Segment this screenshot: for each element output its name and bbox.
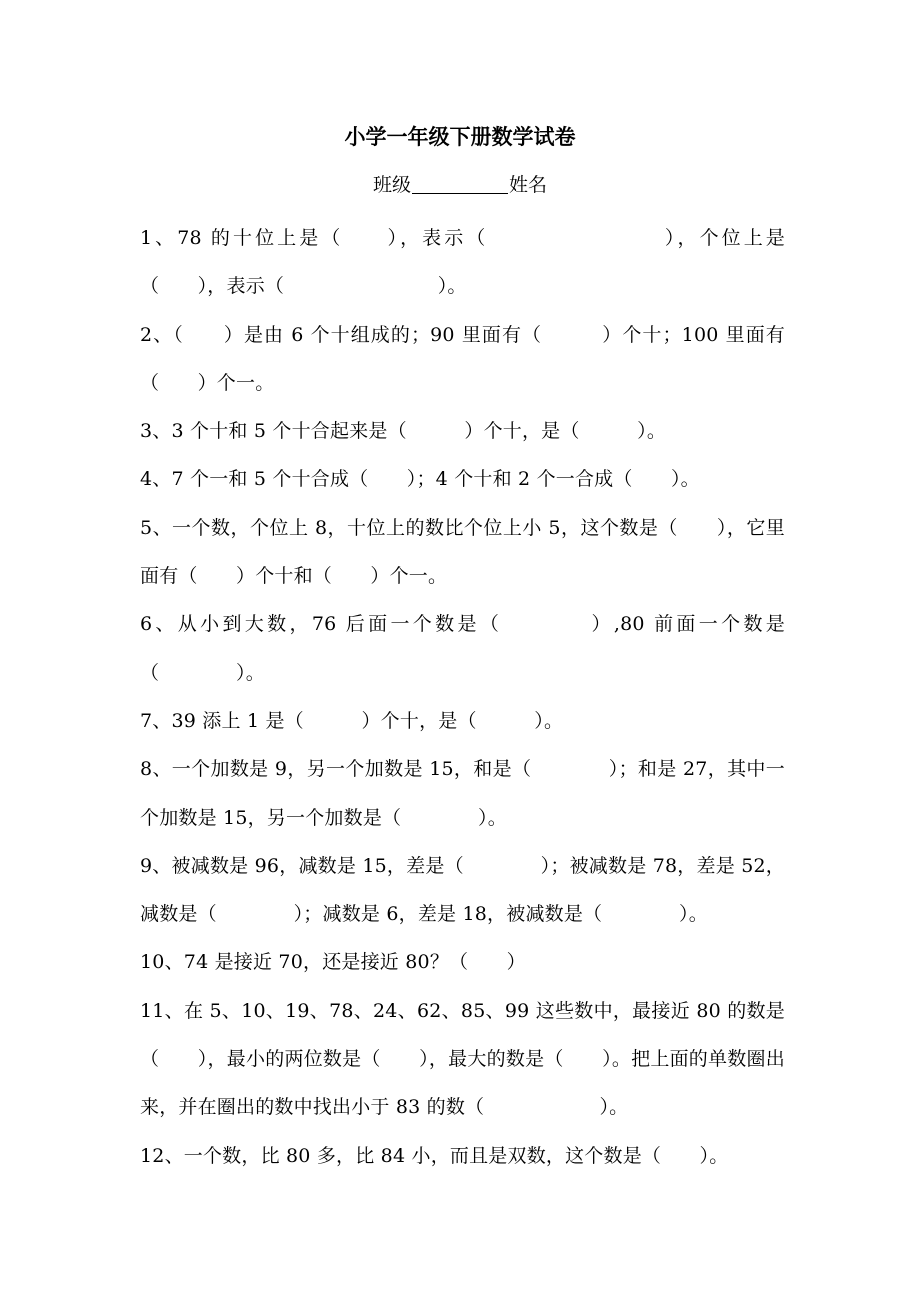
question-10: 10、74 是接近 70，还是接近 80？（ ） <box>140 951 526 974</box>
question-5: 5、一个数，个位上 8，十位上的数比个位上小 5，这个数是（ ），它里面有（ ）个十和（ ）个一。 <box>140 516 785 588</box>
question-11: 11、在 5、10、19、78、24、62、85、99 这些数中，最接近 80 的数是（ ），最小的两位数是（ ），最大的数是（ ）。把上面的单数圈出来，并在圈出的数中找出小于 83 的数（ ）。 <box>140 999 785 1119</box>
question-9: 9、被减数是 96，减数是 15，差是（ ）；被减数是 78，差是 52，减数是（ ）；减数是 6，差是 18，被减数是（ ）。 <box>140 854 785 926</box>
question-12: 12、一个数，比 80 多，比 84 小，而且是双数，这个数是（ ）。 <box>140 1144 729 1167</box>
question-2: 2、（ ）是由 6 个十组成的；90 里面有（ ）个十；100 里面有（ ）个一。 <box>140 323 785 394</box>
question-6: 6、从小到大数，76 后面一个数是（ ）,80 前面一个数是（ ）。 <box>140 613 785 684</box>
question-8: 8、一个加数是 9，另一个加数是 15，和是（ ）；和是 27，其中一个加数是 15，另一个加数是（ ）。 <box>140 758 785 829</box>
class-label: 班级 <box>372 174 411 196</box>
question-list <box>140 214 785 1180</box>
question-4: 4、7 个一和 5 个十合成（ ）；4 个十和 2 个一合成（ ）。 <box>140 468 700 491</box>
page-title: 小学一年级下册数学试卷 <box>344 125 576 149</box>
student-info-line <box>0 170 920 200</box>
question-7: 7、39 添上 1 是（ ）个十，是（ ）。 <box>140 709 564 732</box>
question-1: 1、78 的十位上是（ ），表示（ ），个位上是（ ），表示（ ）。 <box>140 227 785 298</box>
name-label: 姓名 <box>509 174 548 196</box>
question-3: 3、3 个十和 5 个十合起来是（ ）个十，是（ ）。 <box>140 420 667 443</box>
class-blank[interactable] <box>412 171 508 194</box>
